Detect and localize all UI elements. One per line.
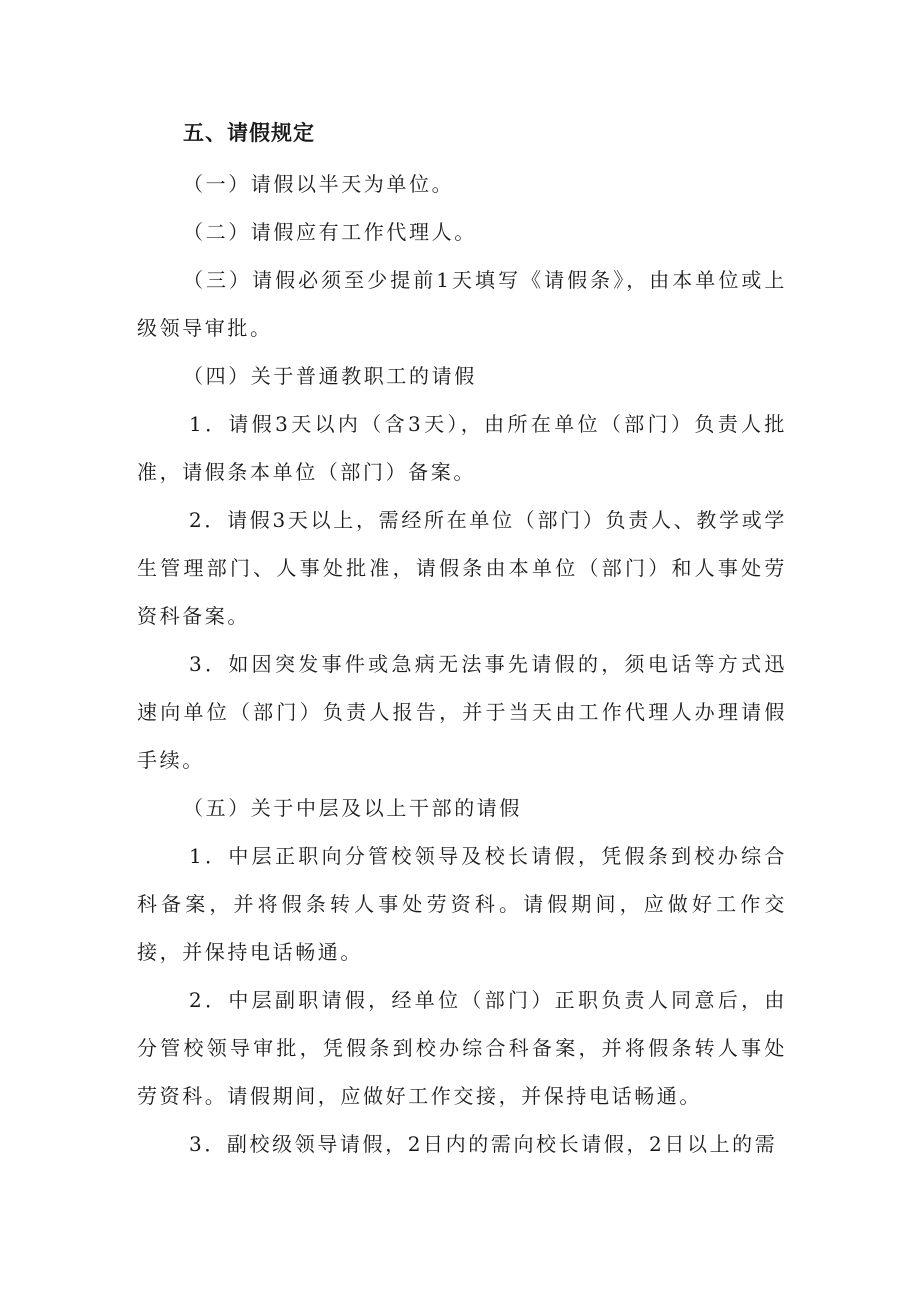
paragraph-advance-notice: （三）请假必须至少提前1天填写《请假条》，由本单位或上级领导审批。 (137, 268, 787, 340)
paragraph-staff-leave-title: （四）关于普通教职工的请假 (183, 364, 477, 388)
paragraph-staff-leave-item-2: 2．请假3天以上，需经所在单位（部门）负责人、教学或学生管理部门、人事处批准，请假条由本单位（部门）和人事处劳资科备案。 (137, 508, 787, 628)
paragraph-work-agent: （二）请假应有工作代理人。 (183, 220, 477, 244)
section-heading: 五、请假规定 (183, 121, 315, 145)
paragraph-leave-unit: （一）请假以半天为单位。 (183, 172, 455, 196)
paragraph-cadre-leave-item-1: 1．中层正职向分管校领导及校长请假，凭假条到校办综合科备案，并将假条转人事处劳资科。请假期间，应做好工作交接，并保持电话畅通。 (137, 844, 787, 964)
paragraph-cadre-leave-title: （五）关于中层及以上干部的请假 (183, 796, 522, 820)
document-body (137, 112, 787, 1168)
paragraph-cadre-leave-item-3: 3．副校级领导请假，2日内的需向校长请假，2日以上的需 (189, 1132, 778, 1156)
paragraph-staff-leave-item-1: 1．请假3天以内（含3天），由所在单位（部门）负责人批准，请假条本单位（部门）备案。 (137, 412, 787, 484)
paragraph-cadre-leave-item-2: 2．中层副职请假，经单位（部门）正职负责人同意后，由分管校领导审批，凭假条到校办综合科备案，并将假条转人事处劳资科。请假期间，应做好工作交接，并保持电话畅通。 (137, 988, 787, 1108)
paragraph-staff-leave-item-3: 3．如因突发事件或急病无法事先请假的，须电话等方式迅速向单位（部门）负责人报告，并于当天由工作代理人办理请假手续。 (137, 652, 787, 772)
